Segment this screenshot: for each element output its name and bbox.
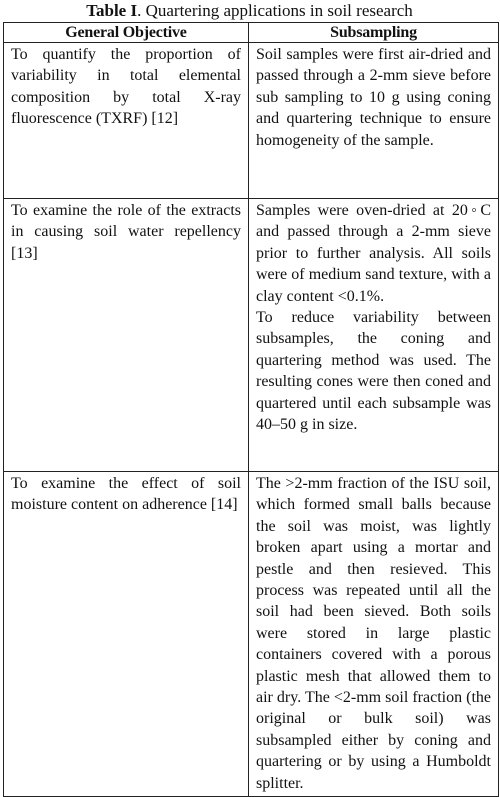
subsampling-cell bbox=[249, 472, 499, 797]
table-row bbox=[4, 43, 499, 199]
objective-cell: To examine the role of the extracts in causing soil water repellency [13] bbox=[4, 199, 249, 472]
quartering-table bbox=[3, 22, 499, 797]
header-subsampling: Subsampling bbox=[249, 23, 499, 43]
subsampling-paragraph: To reduce variability between subsamples, the coning and quartering method was used. The resulting cones were then coned and quartered until each subsample was 40–50 g in size. bbox=[256, 309, 491, 434]
subsampling-paragraph: Soil samples were first air-dried and passed through a 2-mm sieve before sub sampling to 10 g using coning and quartering technique to ensure homogeneity of the sample. bbox=[256, 46, 491, 149]
subsampling-paragraph: Samples were oven-dried at 20◦C and passed through a 2-mm sieve prior to further analysis. All soils were of medium sand texture, with a clay content <0.1%. bbox=[256, 202, 491, 305]
subsampling-cell bbox=[249, 199, 499, 472]
table-row bbox=[4, 199, 499, 472]
objective-cell: To examine the effect of soil moisture content on adherence [14] bbox=[4, 472, 249, 797]
table-caption bbox=[2, 0, 497, 22]
header-general-objective: General Objective bbox=[4, 23, 249, 43]
subsampling-cell bbox=[249, 43, 499, 199]
table-row bbox=[4, 472, 499, 797]
subsampling-paragraph: The >2-mm fraction of the ISU soil, which formed small balls because the soil was moist, was lightly broken apart using a mortar and pestle and then resieved. This process was repeated until all the soil had been sieved. Both soils were stored in large plastic containers covered with a porous plastic mesh that allowed them to air dry. The <2-mm soil fraction (the original or bulk soil) was subsampled either by coning and quartering or by using a Humboldt splitter. bbox=[256, 475, 491, 792]
objective-cell: To quantify the proportion of variability in total elemental composition by total X-ray fluorescence (TXRF) [12] bbox=[4, 43, 249, 199]
table-caption-text: . Quartering applications in soil research bbox=[137, 1, 413, 20]
table-caption-label: Table I bbox=[86, 1, 138, 20]
table-header-row bbox=[4, 23, 499, 43]
